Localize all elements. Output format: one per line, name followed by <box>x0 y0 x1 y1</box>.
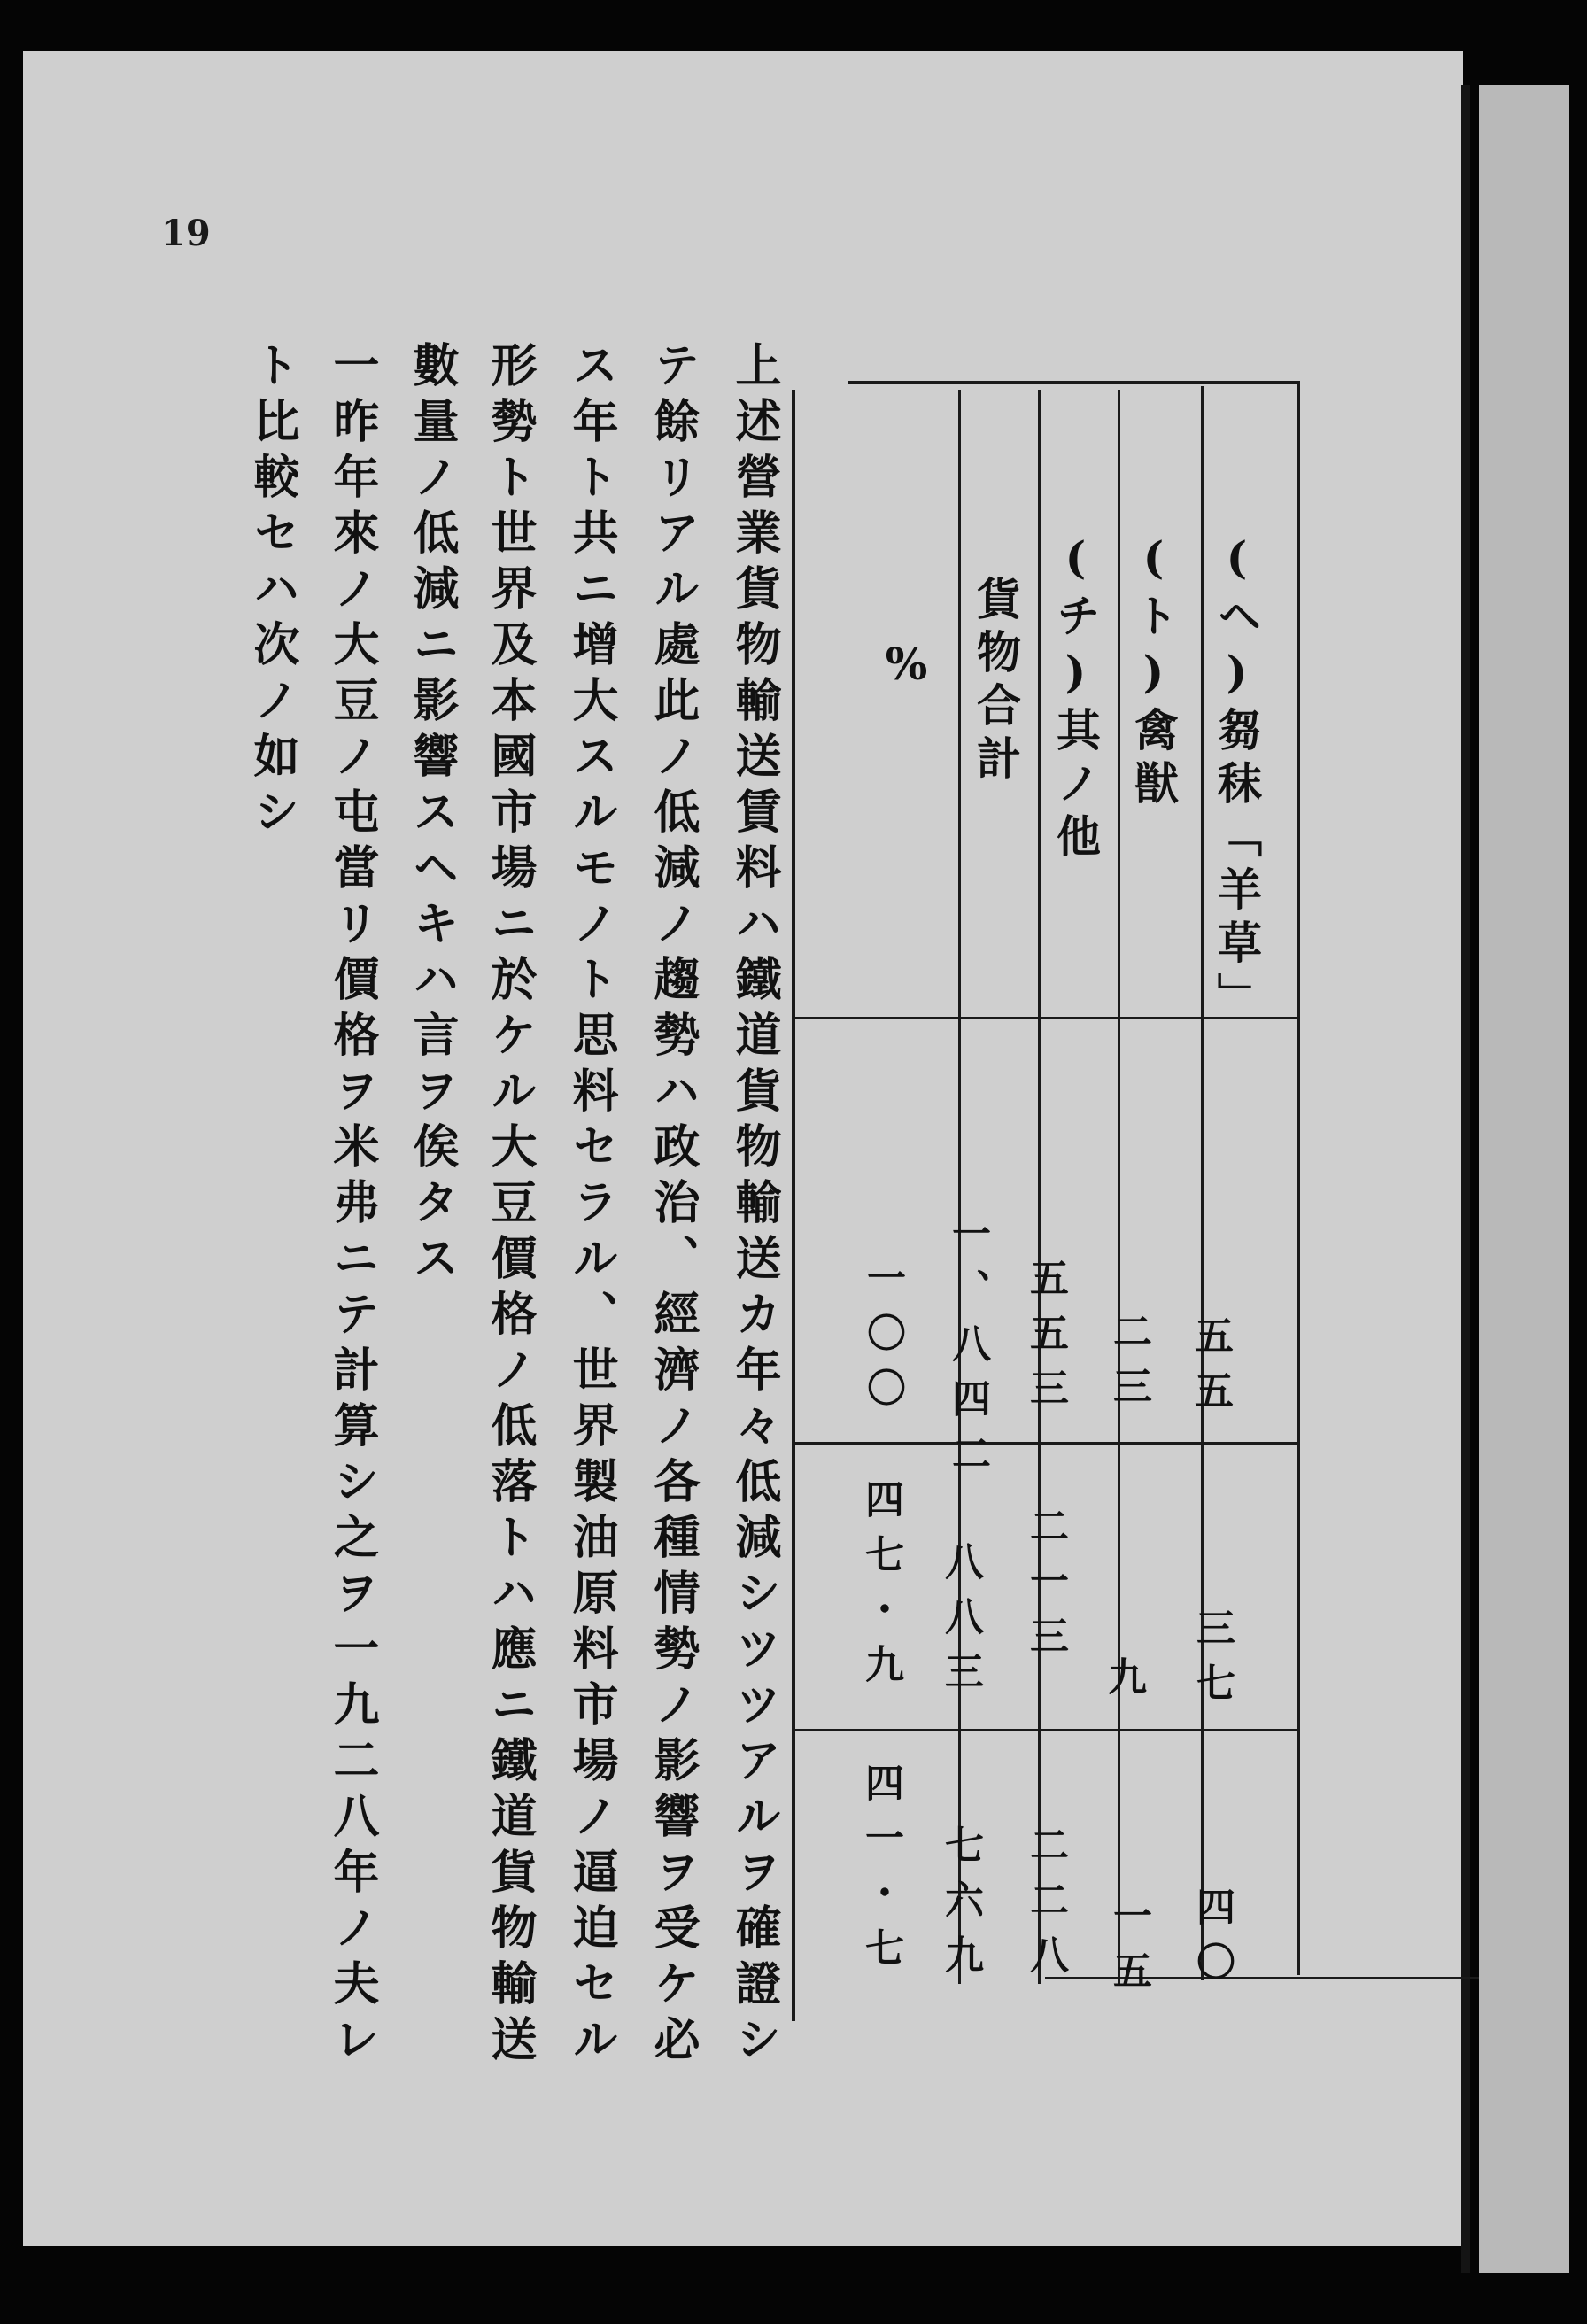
table-cell: 五五三 <box>1023 1258 1068 1422</box>
table-cell: 三七 <box>1189 1607 1235 1717</box>
table-cell: 一、八四二 <box>945 1213 990 1488</box>
table-cell: 四七・九 <box>858 1479 903 1699</box>
table-row-label: 貨物合計 <box>970 576 1022 788</box>
table-cell: 二三 <box>1106 1311 1151 1421</box>
table-cell: 一五 <box>1106 1895 1151 2005</box>
table-cell: 二一三 <box>1023 1506 1068 1670</box>
table-cell: 八八三 <box>938 1541 983 1706</box>
body-text-line: 形勢ト世界及本國市場ニ於ケル大豆價格ノ低落トハ應ニ鐵道貨物輸送 <box>483 341 537 2071</box>
table-row-label: (ト)禽獣 <box>1127 531 1180 813</box>
body-text-line: 上述營業貨物輸送賃料ハ鐵道貨物輸送カ年々低減シツツアルヲ確證シ <box>727 341 781 2071</box>
body-text-line: 數量ノ低減ニ影響スヘキハ言ヲ俟タス <box>405 341 459 1290</box>
table-row-label: (ヘ)芻秣「羊草」 <box>1211 531 1263 1026</box>
table-cell: 四〇 <box>1189 1886 1235 1996</box>
table-cell: 二二八 <box>1023 1824 1068 1989</box>
body-text-line: 一昨年來ノ大豆ノ屯當リ價格ヲ米弗ニテ計算シ之ヲ一九二八年ノ夫レ <box>325 341 379 2071</box>
page-number: 19 <box>161 213 211 254</box>
table-row-label: (チ)其ノ他 <box>1049 531 1102 866</box>
table-cell: 九 <box>1101 1656 1146 1711</box>
adjacent-page-edge <box>1479 85 1569 2273</box>
table-cell: 一〇〇 <box>860 1258 905 1422</box>
body-text-line: ス年ト共ニ增大スルモノト思料セラル、世界製油原料市場ノ逼迫セル <box>564 341 618 2071</box>
table-cell: 五五 <box>1188 1315 1233 1425</box>
table-row-label: % <box>880 638 933 699</box>
table-cell: 七六九 <box>938 1824 983 1989</box>
page-edge-line <box>1461 85 1470 2273</box>
body-text-line: ト比較セハ次ノ如シ <box>245 341 299 843</box>
table-cell: 四一・七 <box>858 1762 903 1982</box>
body-text-line: テ餘リアル處此ノ低減ノ趨勢ハ政治、經濟ノ各種情勢ノ影響ヲ受ケ必 <box>646 341 700 2071</box>
